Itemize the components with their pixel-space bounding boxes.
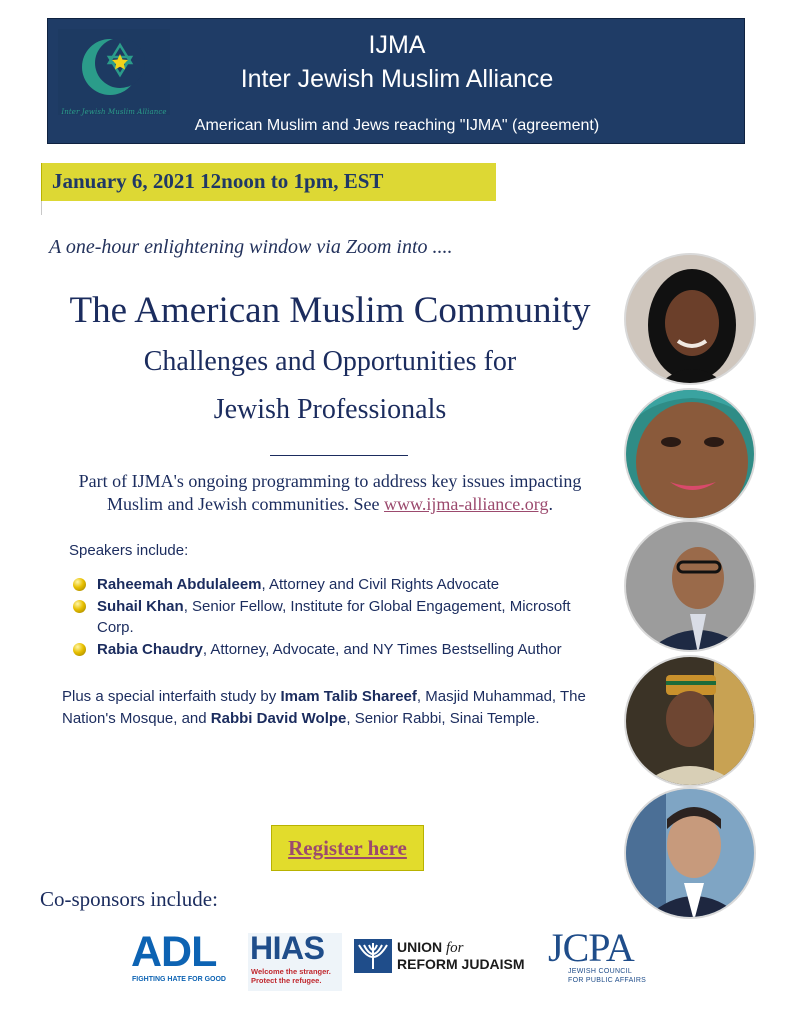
list-item [70,574,610,595]
jcpa-logo [548,925,658,992]
interfaith-prefix: Plus a special interfaith study by [62,688,281,705]
hias-logo-tagline-1: Welcome the stranger. [251,967,331,976]
org-name: Inter Jewish Muslim Alliance [240,65,554,93]
org-tagline: American Muslim and Jews reaching "IJMA" (agreement) [194,117,600,134]
speaker-photo-4 [624,655,756,787]
list-item [70,639,610,660]
speaker-photo-1 [624,253,756,385]
description-line1: Part of IJMA's ongoing programming to address key issues impacting [78,471,582,491]
bullet-icon [73,600,86,613]
interfaith-suffix: , Senior Rabbi, Sinai Temple. [346,709,540,727]
urj-logo-line2: REFORM JUDAISM [397,956,525,972]
hias-logo-tagline-2: Protect the refugee. [251,976,322,985]
speakers-heading: Speakers include: [69,542,189,559]
urj-logo [354,938,538,978]
cosponsors-label: Co-sponsors include: [40,887,218,911]
event-subtitle-line2: Jewish Professionals [213,394,447,425]
speaker-name: Rabia Chaudry [97,641,203,658]
jcpa-logo-letters: JCPA [548,925,634,970]
speaker-detail: , Attorney, Advocate, and NY Times Bestselling Author [202,641,562,658]
urj-logo-line1 [397,939,464,957]
jcpa-logo-tagline-1: JEWISH COUNCIL [568,968,633,975]
jcpa-logo-tagline-2: FOR PUBLIC AFFAIRS [568,977,647,984]
interfaith-middle: , Masjid Muhammad, The Nation's Mosque, and [62,688,586,727]
adl-logo [131,928,236,988]
hias-logo-letters: HIAS [250,930,325,966]
description-line2-suffix: . [548,494,553,514]
event-date: January 6, 2021 12noon to 1pm, EST [52,169,384,193]
intro-line: A one-hour enlightening window via Zoom into .... [49,236,453,258]
title-divider [270,455,408,456]
urj-union: UNION [397,939,446,955]
interfaith-study [62,686,614,729]
divider [41,201,42,215]
website-link[interactable]: www.ijma-alliance.org [384,494,549,514]
event-description [30,470,630,516]
adl-logo-tagline: FIGHTING HATE FOR GOOD [132,976,226,983]
header-banner [47,18,745,144]
speaker-name: Suhail Khan [97,598,184,615]
speaker-photo-2 [624,388,756,520]
list-item [70,596,610,638]
event-title: The American Muslim Community [69,290,591,331]
speaker-photo-3 [624,520,756,652]
adl-logo-letters: ADL [131,928,217,976]
hias-logo [248,930,342,991]
imam-name: Imam Talib Shareef [280,688,417,705]
logo-caption: Inter Jewish Muslim Alliance [61,108,167,116]
org-abbreviation: IJMA [368,31,426,59]
speaker-name: Raheemah Abdulaleem [97,576,262,593]
event-subtitle-line1: Challenges and Opportunities for [143,346,517,377]
bullet-icon [73,578,86,591]
speaker-list [70,574,610,661]
speaker-detail: , Attorney and Civil Rights Advocate [261,576,500,593]
speaker-photo-5 [624,787,756,919]
speaker-detail: , Senior Fellow, Institute for Global Engagement, Microsoft Corp. [97,598,571,636]
menorah-icon [354,939,392,973]
description-line2-prefix: Muslim and Jewish communities. See [107,494,385,514]
register-button[interactable]: Register here [271,825,424,871]
bullet-icon [73,643,86,656]
date-highlight [41,163,496,201]
rabbi-name: Rabbi David Wolpe [210,709,347,727]
urj-for: for [446,940,464,956]
